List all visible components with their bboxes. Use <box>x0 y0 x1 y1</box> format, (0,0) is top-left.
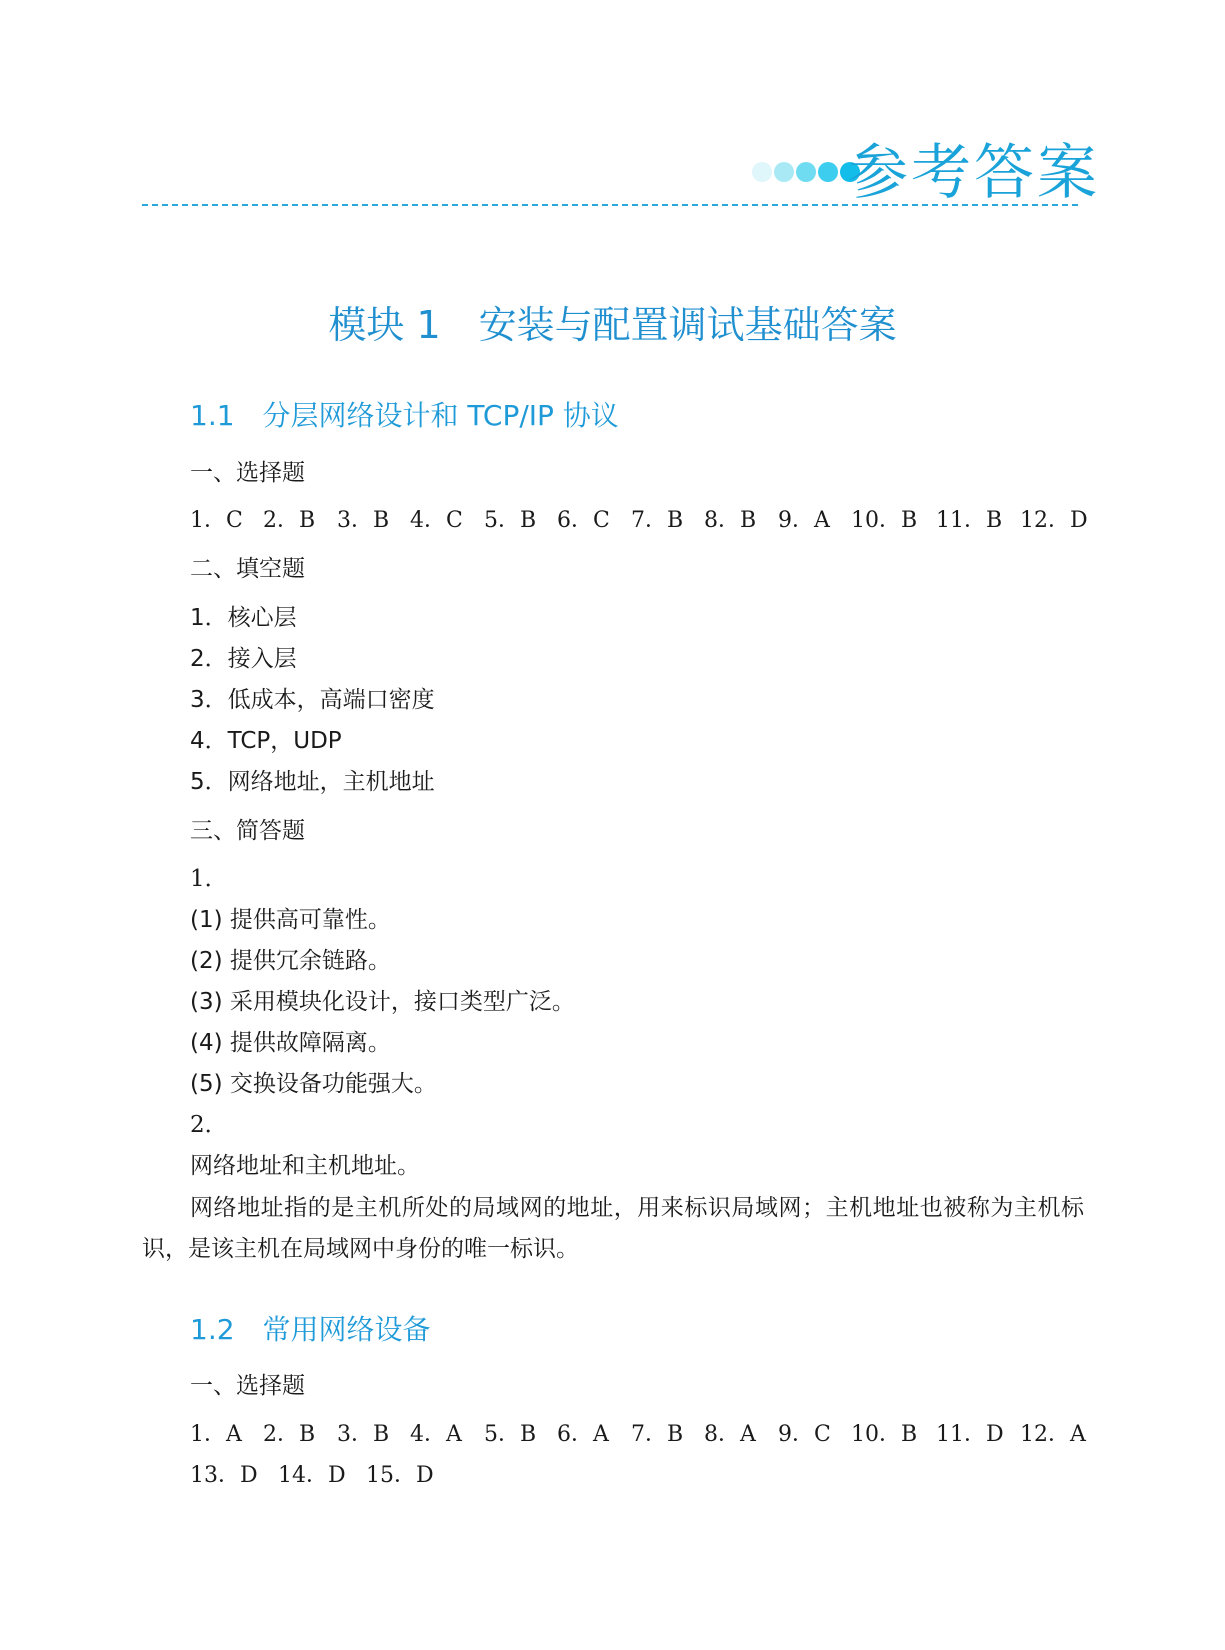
fill-heading: 二、填空题 <box>190 556 305 582</box>
answer-point: (2) 提供冗余链路。 <box>190 948 391 974</box>
answer-item: 4．C <box>410 508 463 533</box>
fill-answer: 1．核心层 <box>190 605 297 631</box>
choice-heading: 一、选择题 <box>190 1373 305 1399</box>
header-title: 参考答案 <box>848 138 1100 208</box>
fill-answer: 5．网络地址，主机地址 <box>190 769 435 795</box>
dot-icon <box>774 162 794 182</box>
answer-item: 6．A <box>557 1422 609 1447</box>
dot-icon <box>818 162 838 182</box>
answer-item: 1．C <box>190 508 243 533</box>
answer-item: 7．B <box>631 508 684 533</box>
answer-point: (1) 提供高可靠性。 <box>190 907 391 933</box>
answer-item: 7．B <box>631 1422 684 1447</box>
answer-item: 2．B <box>263 508 316 533</box>
answer-point: (5) 交换设备功能强大。 <box>190 1071 437 1097</box>
answer-item: 13．D <box>190 1463 258 1488</box>
answer-item: 1．A <box>190 1422 242 1447</box>
answer-point: (4) 提供故障隔离。 <box>190 1030 391 1056</box>
answer-item: 4．A <box>410 1422 462 1447</box>
answer-paragraph: 网络地址指的是主机所处的局域网的地址，用来标识局域网；主机地址也被称为主机标识，是该主机在局域网中身份的唯一标识。 <box>142 1195 1084 1262</box>
answer-item: 9．A <box>778 508 830 533</box>
answer-item: 3．B <box>337 1422 390 1447</box>
question-number: 1． <box>190 866 228 892</box>
answer-item: 10．B <box>851 1422 918 1447</box>
answer-item: 15．D <box>366 1463 434 1488</box>
answer-item: 3．B <box>337 508 390 533</box>
choice-answers-row <box>190 1419 1090 1451</box>
answer-line: 网络地址和主机地址。 <box>190 1153 420 1179</box>
answer-item: 12．D <box>1020 508 1088 533</box>
page-header <box>0 0 1225 220</box>
answer-item: 5．B <box>484 1422 537 1447</box>
question-number: 2． <box>190 1112 228 1138</box>
answer-item: 14．D <box>278 1463 346 1488</box>
answer-point: (3) 采用模块化设计，接口类型广泛。 <box>190 989 575 1015</box>
fill-answer: 4．TCP，UDP <box>190 728 342 754</box>
choice-answers-row <box>190 1460 1090 1492</box>
answer-item: 11．D <box>936 1422 1004 1447</box>
answer-item: 10．B <box>851 508 918 533</box>
answer-item: 9．C <box>778 1422 831 1447</box>
fill-answer: 2．接入层 <box>190 646 297 672</box>
choice-answers-row <box>190 505 1090 537</box>
answer-item: 8．A <box>704 1422 756 1447</box>
answer-item: 12．A <box>1020 1422 1086 1447</box>
answer-item: 8．B <box>704 508 757 533</box>
header-divider <box>142 204 1078 206</box>
dot-icon <box>752 162 772 182</box>
answer-item: 11．B <box>936 508 1003 533</box>
answer-item: 2．B <box>263 1422 316 1447</box>
section-1-1-title: 1.1 分层网络设计和 TCP/IP 协议 <box>190 399 619 432</box>
module-title: 模块 1 安装与配置调试基础答案 <box>328 303 897 347</box>
fill-answer: 3．低成本，高端口密度 <box>190 687 435 713</box>
dot-icon <box>796 162 816 182</box>
short-answer-heading: 三、简答题 <box>190 818 305 844</box>
answer-item: 5．B <box>484 508 537 533</box>
choice-heading: 一、选择题 <box>190 460 305 486</box>
answer-item: 6．C <box>557 508 610 533</box>
section-1-2-title: 1.2 常用网络设备 <box>190 1313 431 1346</box>
